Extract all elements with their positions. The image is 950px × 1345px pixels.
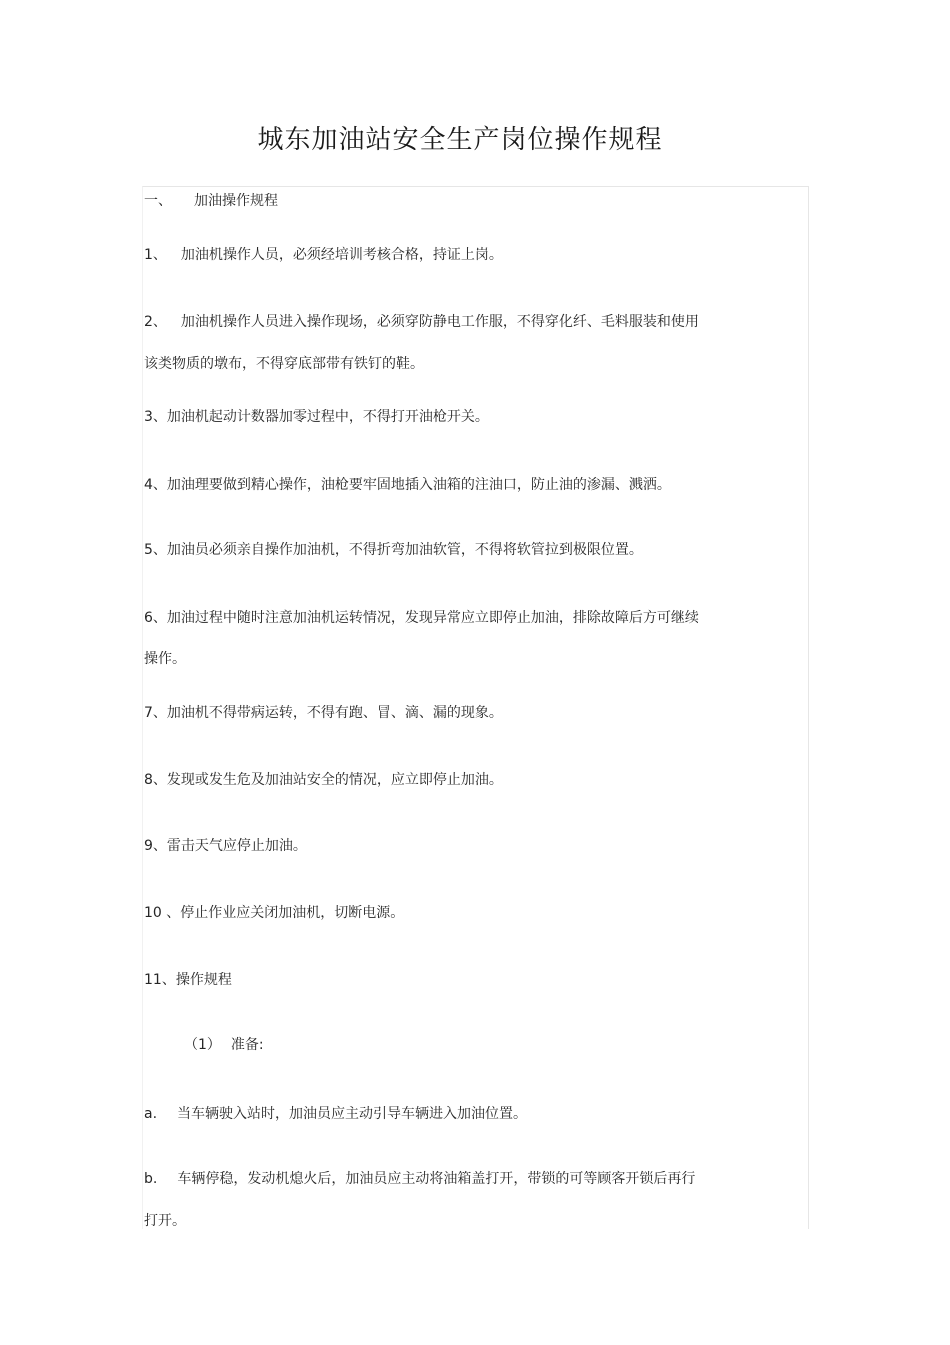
section-heading-text: 加油操作规程 <box>194 193 278 209</box>
list-item-continuation: 该类物质的墩布，不得穿底部带有铁钉的鞋。 <box>144 356 424 372</box>
item-text: 操作规程 <box>175 972 232 988</box>
list-item <box>144 703 503 723</box>
step-number: b. <box>144 1171 158 1187</box>
list-item <box>144 407 489 427</box>
step-text: 车辆停稳，发动机熄火后，加油员应主动将油箱盖打开，带锁的可等顾客开锁后再行 <box>177 1171 696 1187</box>
list-item <box>144 836 307 856</box>
item-text: 加油过程中随时注意加油机运转情况，发现异常应立即停止加油，排除故障后方可继续 <box>166 610 699 626</box>
document-title: 城东加油站安全生产岗位操作规程 <box>257 125 663 155</box>
step-number: a. <box>144 1106 158 1122</box>
item-text: 加油员必须亲自操作加油机，不得折弯加油软管，不得将软管拉到极限位置。 <box>166 542 643 558</box>
subsection-number: （1） <box>184 1037 221 1053</box>
item-text: 雷击天气应停止加油。 <box>166 838 307 854</box>
list-item <box>144 540 643 560</box>
subsection-heading-text: 准备: <box>230 1037 264 1053</box>
item-text: 发现或发生危及加油站安全的情况，应立即停止加油。 <box>166 772 503 788</box>
item-number: 2、 <box>144 314 167 330</box>
list-item <box>144 608 699 628</box>
subsection-heading <box>184 1035 264 1055</box>
item-text: 加油机起动计数器加零过程中，不得打开油枪开关。 <box>166 409 489 425</box>
item-number: 3、 <box>144 409 167 425</box>
step-item-continuation: 打开。 <box>144 1213 186 1229</box>
list-item <box>144 312 699 332</box>
item-text: 加油理要做到精心操作，油枪要牢固地插入油箱的注油口，防止油的渗漏、溅洒。 <box>166 477 671 493</box>
step-item <box>144 1104 527 1124</box>
list-item <box>144 770 503 790</box>
step-item <box>144 1169 695 1189</box>
item-text: 加油机不得带病运转，不得有跑、冒、滴、漏的现象。 <box>166 705 503 721</box>
list-item <box>144 245 503 265</box>
list-item <box>144 475 671 495</box>
step-text: 当车辆驶入站时，加油员应主动引导车辆进入加油位置。 <box>177 1106 528 1122</box>
section-heading <box>144 191 278 211</box>
section-number: 一、 <box>144 193 172 209</box>
item-number: 6、 <box>144 610 167 626</box>
item-number: 9、 <box>144 838 167 854</box>
item-number: 10 、 <box>144 905 181 921</box>
item-text: 加油机操作人员，必须经培训考核合格，持证上岗。 <box>180 247 503 263</box>
item-number: 1、 <box>144 247 167 263</box>
item-number: 11、 <box>144 972 176 988</box>
list-item-continuation: 操作。 <box>144 651 186 667</box>
list-item <box>144 970 232 990</box>
item-number: 7、 <box>144 705 167 721</box>
item-number: 4、 <box>144 477 167 493</box>
list-item <box>144 903 404 923</box>
item-text: 停止作业应关闭加油机，切断电源。 <box>180 905 405 921</box>
item-number: 5、 <box>144 542 167 558</box>
item-number: 8、 <box>144 772 167 788</box>
item-text: 加油机操作人员进入操作现场，必须穿防静电工作服，不得穿化纤、毛料服装和使用 <box>180 314 699 330</box>
